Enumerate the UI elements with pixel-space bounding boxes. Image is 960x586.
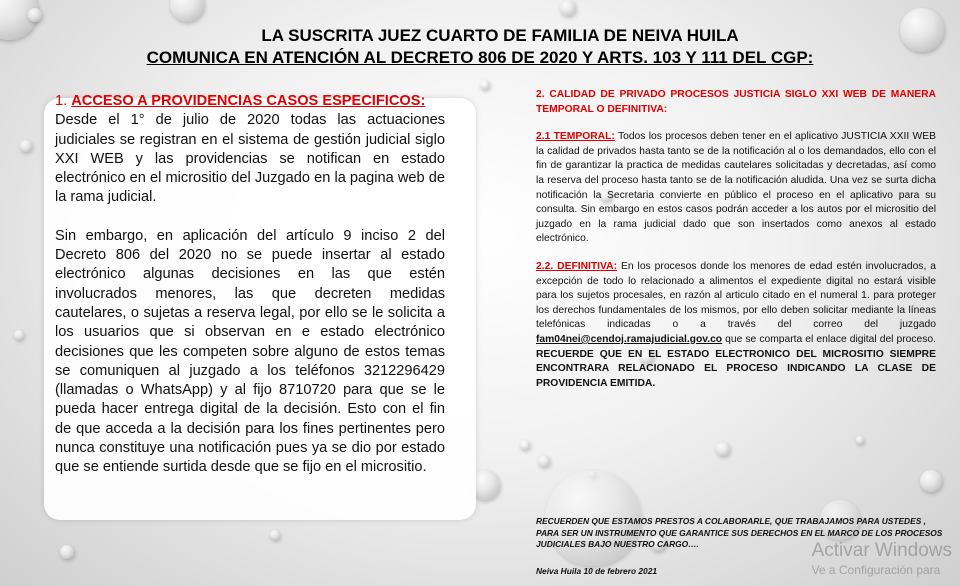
signature-date: Neiva Huila 10 de febrero 2021 [536, 566, 658, 576]
section-1-title: ACCESO A PROVIDENCIAS CASOS ESPECIFICOS: [71, 93, 426, 109]
water-drop-decoration [560, 0, 576, 16]
definitiva-reminder: RECUERDE QUE EN EL ESTADO ELECTRONICO DEL MICROSITIO SIEMPRE ENCONTRARA RELACIONADO EL PROCESO INDICANDO LA CLASE DE PROVIDENCIA EMITIDA. [536, 348, 936, 389]
definitiva-text-b: que se comparta el enlace digital del proceso. [722, 333, 936, 345]
water-drop-decoration [538, 455, 550, 467]
section-1-paragraph-1: Desde el 1° de julio de 2020 todas las actuaciones judiciales se registran en el sistema de gestión judicial siglo XXI WEB y las providencias se notifican en estado electrónico en el micrositio del Juzgado en la pagina web de la rama judicial. [55, 112, 445, 206]
section-1-heading [55, 92, 445, 111]
windows-activation-watermark [812, 540, 952, 578]
water-drop-decoration [20, 140, 32, 152]
water-drop-decoration [170, 0, 204, 22]
temporal-label: 2.1 TEMPORAL: [536, 131, 615, 143]
definitiva-text-a: En los procesos donde los menores de edad estén involucrados, a excepción de todo lo relacionado a alimentos el expediente digital no estará visible para los sujetos procesales, en razón al articulo citado en el numeral 1. para proteger los derechos fundamentales de los mismos, por ello deben solicitar mediante la líneas telefónicas indicadas o a través del correo del juzgado [536, 260, 937, 331]
water-drop-decoration [856, 436, 864, 444]
water-drop-decoration [520, 440, 530, 450]
watermark-line1: Activar Windows [811, 540, 952, 561]
definitiva-label: 2.2. DEFINITIVA: [536, 260, 618, 272]
water-drop-decoration [716, 442, 730, 456]
page-title-line2: COMUNICA EN ATENCIÓN AL DECRETO 806 DE 2020 Y ARTS. 103 Y 111 DEL CGP: [146, 48, 814, 67]
page-title-line1: LA SUSCRITA JUEZ CUARTO DE FAMILIA DE NEIVA HUILA [261, 26, 739, 45]
section-2-2-definitiva [536, 260, 936, 391]
closing-message: RECUERDEN QUE ESTAMOS PRESTOS A COLABORARLE, QUE TRABAJAMOS PARA USTEDES , PARA SER UN INSTRUMENTO QUE GARANTICE SUS DERECHOS EN EL MARCO DE LOS PROCESOS JUDICIALES BAJO NUESTRO CARGO…. [536, 516, 943, 549]
section-2-1-temporal [536, 130, 936, 247]
water-drop-decoration [28, 8, 42, 22]
section-1-paragraph-2: Sin embargo, en aplicación del artículo 9 inciso 2 del Decreto 806 del 2020 no se puede insertar al estado electrónico algunas decisiones en las que estén involucrados menores, las que decreten medidas cautelares, o sujetas a reserva legal, por ello se le solicita a los usuarios que si observan en e estado electrónico decisiones que les competen sobre alguno de estos temas se comuniquen al juzgado a los teléfonos 3212296429 (llamadas o WhatsApp) y al fijo 8710720 para que se le pueda hacer entrega digital de la decisión. Esto con el fin de que acceda a la decisión para los fines pertinentes pero nunca constituye una notificación pues ya se dio por estado que se entiende surtida desde que se fijo en el micrositio. [55, 227, 445, 476]
water-drop-decoration [270, 530, 280, 540]
section-1-number: 1. [55, 93, 68, 109]
court-email-link[interactable]: fam04nei@cendoj.ramajudicial.gov.co [536, 333, 723, 345]
water-drop-decoration [60, 545, 74, 559]
water-drop-decoration [480, 80, 490, 90]
section-2-heading: 2. CALIDAD DE PRIVADO PROCESOS JUSTICIA SIGLO XXI WEB DE MANERA TEMPORAL O DEFINITIVA: [536, 89, 936, 115]
section-2 [536, 88, 936, 391]
watermark-line2: Ve a Configuración para [811, 563, 941, 577]
water-drop-decoration [14, 330, 24, 340]
water-drop-decoration [920, 470, 942, 492]
section-1 [55, 92, 445, 478]
temporal-text: Todos los procesos deben tener en el aplicativo JUSTICIA XXII WEB la calidad de privados hasta tanto se de la notificación al o los demandados, ello con el fin de garantizar la practica de medidas cautelares solicitadas y decretadas, así como la reserva del proceso hasta tanto se de la notificación aludida. Una vez se surta dicha notificación la Secretaria convierte en público el proceso en el aplicativo para su consulta. Sin embargo en estos casos podrán acceder a los autos por el micrositio del juzgado en la rama judicial dado que son insertados como anexos al estado electrónico. [536, 131, 936, 245]
